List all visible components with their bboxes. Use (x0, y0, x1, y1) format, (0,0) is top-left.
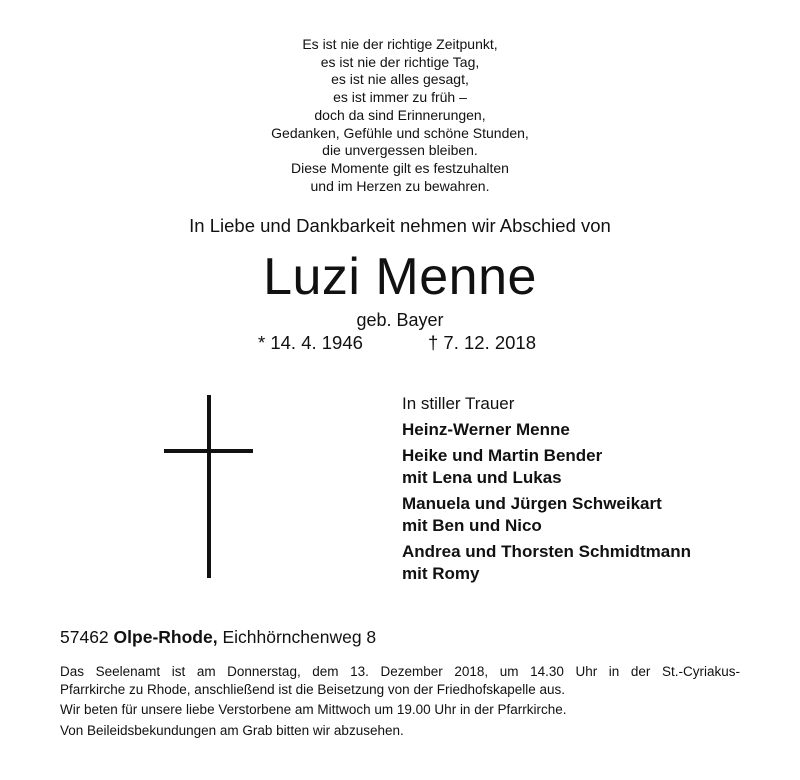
poem-line: es ist nie der richtige Tag, (320, 53, 480, 70)
mourner-line: mit Lena und Lukas (402, 468, 562, 487)
poem-line: Es ist nie der richtige Zeitpunkt, (302, 36, 498, 52)
mourner-line: Manuela und Jürgen Schweikart (402, 493, 662, 513)
mourner-line: Heinz-Werner Menne (402, 420, 570, 439)
poem-line: und im Herzen zu bewahren. (310, 177, 490, 194)
poem-line: Gedanken, Gefühle und schöne Stunden, (271, 124, 529, 141)
mourner-line: mit Romy (402, 564, 480, 583)
poem-line: die unvergessen bleiben. (322, 142, 478, 159)
mourner-entry (402, 419, 782, 442)
poem (0, 36, 800, 195)
cross-vertical-bar (207, 395, 211, 578)
mourning-intro: In stiller Trauer (402, 394, 515, 413)
mourner-line: Andrea und Thorsten Schmidtmann (402, 541, 692, 561)
mourner-line: Heike und Martin Bender (402, 445, 603, 465)
mourner-entry (402, 445, 782, 490)
poem-line: es ist immer zu früh – (333, 89, 467, 106)
service-note-line: Pfarrkirche zu Rhode, anschließend ist die Beisetzung von der Friedhofskapelle aus. (60, 681, 566, 697)
farewell-intro: In Liebe und Dankbarkeit nehmen wir Abschied von (189, 215, 611, 236)
mourner-line: mit Ben und Nico (402, 516, 542, 535)
deceased-name: Luzi Menne (263, 248, 537, 306)
death-date: † 7. 12. 2018 (428, 332, 537, 353)
condolences-note: Von Beileidsbekundungen am Grab bitten wir abzusehen. (60, 722, 404, 738)
address-postcode: 57462 (60, 627, 109, 647)
address (60, 625, 376, 649)
mourners-block (402, 393, 782, 589)
maiden-name: geb. Bayer (356, 310, 444, 330)
notes (60, 663, 740, 742)
mourner-entry (402, 541, 782, 586)
poem-line: doch da sind Erinnerungen, (314, 106, 486, 123)
address-street: Eichhörnchenweg 8 (222, 627, 377, 647)
service-note (60, 663, 740, 698)
poem-line: es ist nie alles gesagt, (331, 71, 469, 88)
cross-horizontal-bar (164, 449, 253, 453)
service-note-line: Das Seelenamt ist am Donnerstag, dem 13. Dezember 2018, um 14.30 Uhr in der St.-Cyriakus- (60, 664, 740, 679)
mourner-entry (402, 493, 782, 538)
poem-line: Diese Momente gilt es festzuhalten (291, 159, 509, 176)
birth-date: * 14. 4. 1946 (258, 332, 363, 353)
prayer-note: Wir beten für unsere liebe Verstorbene am Mittwoch um 19.00 Uhr in der Pfarrkirche. (60, 702, 567, 717)
address-town: Olpe-Rhode, (113, 627, 218, 647)
